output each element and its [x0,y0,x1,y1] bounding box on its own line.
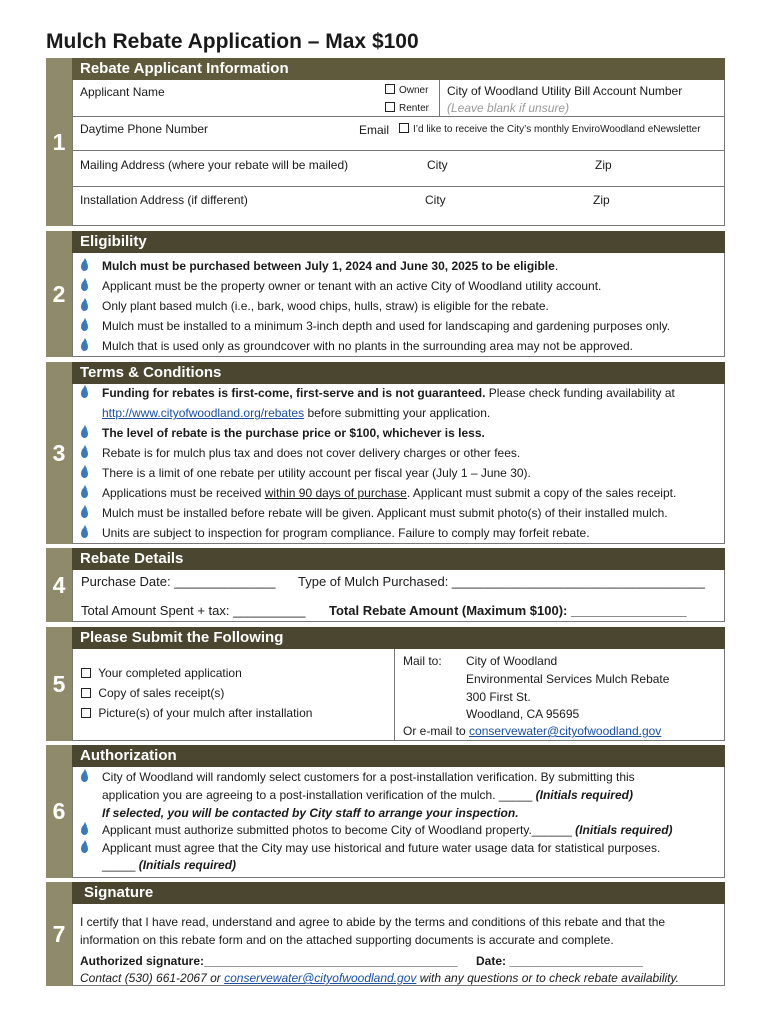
applicant-name-field[interactable]: Applicant Name [80,85,165,99]
rebates-link[interactable]: http://www.cityofwoodland.org/rebates [102,406,305,420]
list-item: If selected, you will be contacted by City staff to arrange your inspection. [102,806,519,820]
water-drop-icon [81,301,88,311]
water-drop-icon [81,261,88,271]
section-header: Signature [72,882,725,904]
submit-item-application[interactable]: Your completed application [81,666,242,680]
account-number-hint: (Leave blank if unsure) [447,101,570,115]
section-submit [46,627,725,741]
newsletter-checkbox[interactable]: I’d like to receive the City’s monthly EnviroWoodland eNewsletter [399,124,701,135]
certification-text: I certify that I have read, understand and agree to abide by the terms and conditions of this rebate and that the [80,915,666,929]
section-authorization [46,745,725,878]
section-eligibility [46,231,725,357]
section-terms [46,362,725,544]
mail-address-line: Environmental Services Mulch Rebate [466,672,670,686]
list-item: Applications must be received within 90 days of purchase. Applicant must submit a copy of the sales receipt. [81,486,676,500]
total-spent-field[interactable]: Total Amount Spent + tax: __________ [81,603,306,618]
section-signature [46,882,725,986]
section-body [72,570,725,622]
list-item: There is a limit of one rebate per utility account per fiscal year (July 1 – June 30). [81,466,531,480]
email-line: Or e-mail to conservewater@cityofwoodland.gov [403,724,662,738]
mail-to-label: Mail to: [403,654,442,668]
water-drop-icon [81,321,88,331]
certification-text: information on this rebate form and on the attached supporting documents is accurate and complete. [80,933,614,947]
water-drop-icon [81,428,88,438]
water-drop-icon [81,341,88,351]
section-number: 7 [46,882,72,986]
mailing-address-field[interactable]: Mailing Address (where your rebate will be mailed) [80,158,349,172]
section-header: Rebate Details [72,548,725,570]
newsletter-checkbox-box[interactable] [399,123,409,133]
submit-item-picture[interactable]: Picture(s) of your mulch after installation [81,706,312,720]
water-drop-icon [81,825,88,835]
checkbox-icon[interactable] [81,668,91,678]
section-number: 2 [46,231,72,357]
purchase-date-field[interactable]: Purchase Date: ______________ [81,574,276,589]
water-drop-icon [81,448,88,458]
section-number: 1 [46,58,72,226]
section-body [72,384,725,544]
list-item: _____ (Initials required) [102,858,237,872]
section-applicant-info [46,58,725,226]
email-link[interactable]: conservewater@cityofwoodland.gov [469,724,662,738]
mailing-city-field[interactable]: City [427,158,448,172]
contact-email-link[interactable]: conservewater@cityofwoodland.gov [224,971,417,985]
list-item: Rebate is for mulch plus tax and does not cover delivery charges or other fees. [81,446,520,460]
list-item: Mulch that is used only as groundcover with no plants in the surrounding area may not be approved. [81,339,633,353]
section-number: 6 [46,745,72,878]
list-item: Applicant must be the property owner or tenant with an active City of Woodland utility account. [81,279,601,293]
mail-address-line: City of Woodland [466,654,558,668]
section-body [72,649,725,741]
list-item: Only plant based mulch (i.e., bark, wood chips, hulls, straw) is eligible for the rebate. [81,299,549,313]
water-drop-icon [81,388,88,398]
list-item: Mulch must be installed before rebate will be given. Applicant must submit photo(s) of their installed mulch. [81,506,668,520]
section-body [72,253,725,357]
water-drop-icon [81,772,88,782]
section-body [72,80,725,226]
mailing-zip-field[interactable]: Zip [595,158,612,172]
checkbox-icon[interactable] [81,688,91,698]
list-item: City of Woodland will randomly select customers for a post-installation verification. By submitting this [81,770,635,784]
account-number-field[interactable]: City of Woodland Utility Bill Account Number [447,84,683,98]
renter-checkbox[interactable]: Renter [385,103,429,114]
section-header: Authorization [72,745,725,767]
water-drop-icon [81,281,88,291]
mail-address-line: Woodland, CA 95695 [466,707,580,721]
water-drop-icon [81,488,88,498]
water-drop-icon [81,468,88,478]
page-title: Mulch Rebate Application – Max $100 [46,30,419,53]
section-header: Eligibility [72,231,725,253]
signature-field[interactable]: Authorized signature:______________________________________ [80,954,458,968]
section-header: Terms & Conditions [72,362,725,384]
installation-address-field[interactable]: Installation Address (if different) [80,193,248,207]
email-field[interactable]: Email [359,123,390,137]
water-drop-icon [81,843,88,853]
list-item: Units are subject to inspection for program compliance. Failure to comply may forfeit rebate. [81,526,590,540]
section-body [72,904,725,986]
total-rebate-field[interactable]: Total Rebate Amount (Maximum $100): ________________ [329,603,687,618]
section-header: Please Submit the Following [72,627,725,649]
list-item: application you are agreeing to a post-installation verification of the mulch. _____ (Initials required) [102,788,633,802]
submit-item-receipt[interactable]: Copy of sales receipt(s) [81,686,224,700]
section-number: 5 [46,627,72,741]
install-city-field[interactable]: City [425,193,446,207]
date-field[interactable]: Date: ____________________ [476,954,643,968]
contact-line: Contact (530) 661-2067 or conservewater@cityofwoodland.gov with any questions or to check rebate availability. [80,971,679,985]
owner-checkbox-box[interactable] [385,84,395,94]
section-header: Rebate Applicant Information [72,58,725,80]
list-item: Funding for rebates is first-come, first-serve and is not guaranteed. Please check funding availability at [81,386,675,400]
phone-field[interactable]: Daytime Phone Number [80,122,209,136]
checkbox-icon[interactable] [81,708,91,718]
list-item: http://www.cityofwoodland.org/rebates before submitting your application. [102,406,491,420]
section-number: 3 [46,362,72,544]
owner-checkbox[interactable]: Owner [385,85,428,96]
renter-checkbox-box[interactable] [385,102,395,112]
mulch-type-field[interactable]: Type of Mulch Purchased: ___________________________________ [298,574,705,589]
section-rebate-details [46,548,725,622]
water-drop-icon [81,528,88,538]
install-zip-field[interactable]: Zip [593,193,610,207]
mail-address-line: 300 First St. [466,690,531,704]
list-item: Applicant must authorize submitted photos to become City of Woodland property.______ (Initials required) [81,823,673,837]
list-item: Mulch must be purchased between July 1, 2024 and June 30, 2025 to be eligible. [81,259,558,273]
list-item: The level of rebate is the purchase price or $100, whichever is less. [81,426,485,440]
list-item: Applicant must agree that the City may use historical and future water usage data for statistical purposes. [81,841,660,855]
list-item: Mulch must be installed to a minimum 3-inch depth and used for landscaping and gardening purposes only. [81,319,670,333]
water-drop-icon [81,508,88,518]
section-number: 4 [46,548,72,622]
section-body [72,767,725,878]
